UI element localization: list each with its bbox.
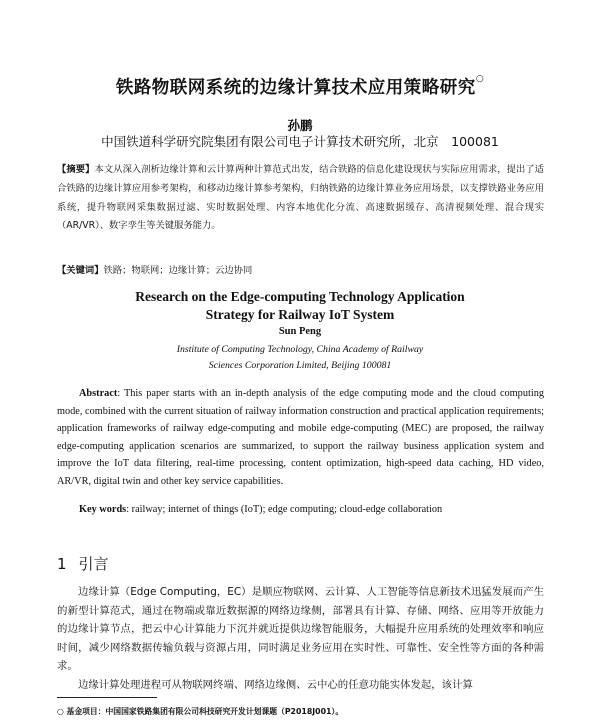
chinese-title: [0, 74, 600, 99]
english-title-line-1: Research on the Edge-computing Technology Application: [135, 289, 465, 304]
english-keywords-text: : railway; internet of things (IoT); edge computing; cloud-edge collaboration: [126, 504, 443, 515]
english-affiliation-line-2: Sciences Corporation Limited, Beijing 100081: [208, 359, 392, 371]
section-heading: [57, 553, 109, 574]
footnote: [57, 706, 343, 717]
english-keywords: [79, 504, 544, 515]
footnote-text: 基金项目：中国国家铁路集团有限公司科技研究开发计划课题（P2018J001）。: [66, 707, 344, 716]
english-abstract: [57, 385, 544, 491]
chinese-abstract-label: 【摘要】: [57, 164, 95, 175]
body-paragraph-1: 边缘计算（Edge Computing，EC）是顺应物联网、云计算、人工智能等信息新技术迅猛发展而产生的新型计算范式，通过在物端或靠近数据源的网络边缘侧，部署具有计算、存储、网络、应用等开放能力的边缘计算节点，把云中心计算能力下沉并就近提供边缘智能服务，大幅提升应用系统的处理效率和响应时间，减少网络数据传输负载与资源占用，同时满足业务应用在实时性、可靠性、安全性等方面的各种需求。: [57, 586, 544, 673]
chinese-title-text: 铁路物联网系统的边缘计算技术应用策略研究: [115, 78, 476, 98]
title-footnote-mark: ○: [475, 74, 485, 84]
chinese-affiliation: 中国铁道科学研究院集团有限公司电子计算技术研究所，北京 100081: [101, 134, 499, 149]
body-paragraph-2: 边缘计算处理进程可从物联网终端、网络边缘侧、云中心的任意功能实体发起，该计算: [78, 679, 473, 691]
english-title-line-2: Strategy for Railway IoT System: [205, 307, 395, 322]
english-author: Sun Peng: [278, 326, 322, 337]
english-affiliation: [0, 342, 600, 373]
chinese-abstract: [57, 161, 544, 236]
english-title: [0, 288, 600, 324]
chinese-keywords: [57, 262, 544, 276]
footnote-mark: ○: [57, 707, 64, 716]
chinese-keywords-label: 【关键词】: [57, 265, 104, 276]
english-keywords-label: Key words: [79, 504, 127, 515]
english-abstract-text: : This paper starts with an in-depth analysis of the edge computing mode and the cloud computing mode, combined with the current situation of railway information construction and practical application requirements; application frameworks of railway edge-computing and mobile edge-computing (MEC) are proposed, the railway edge-computing application scenarios are summarized, to support the railway business application system and improve the IoT data filtering, real-time processing, content optimization, high-speed data caching, HD video, AR/VR, digital twin and other key service capabilities.: [57, 388, 544, 487]
section-title: 引言: [78, 555, 109, 573]
chinese-abstract-text: 本文从深入剖析边缘计算和云计算两种计算范式出发，结合铁路的信息化建设现状与实际应用需求，提出了适合铁路的边缘计算应用参考架构，和移动边缘计算参考架构，归纳铁路的边缘计算业务应用场景，以支撑铁路业务应用系统，提升物联网采集数据过滤、实时数据处理、内容本地优化分流、高速数据缓存、高清视频处理、混合现实（AR/VR）、数字孪生等关键服务能力。: [57, 164, 544, 232]
chinese-author: 孙鹏: [287, 118, 313, 133]
section-number: 1: [57, 555, 67, 573]
english-abstract-label: Abstract: [79, 388, 118, 399]
footnote-divider: [57, 697, 157, 698]
english-affiliation-line-1: Institute of Computing Technology, China Academy of Railway: [176, 344, 424, 355]
chinese-keywords-text: 铁路；物联网；边缘计算；云边协同: [103, 265, 253, 276]
